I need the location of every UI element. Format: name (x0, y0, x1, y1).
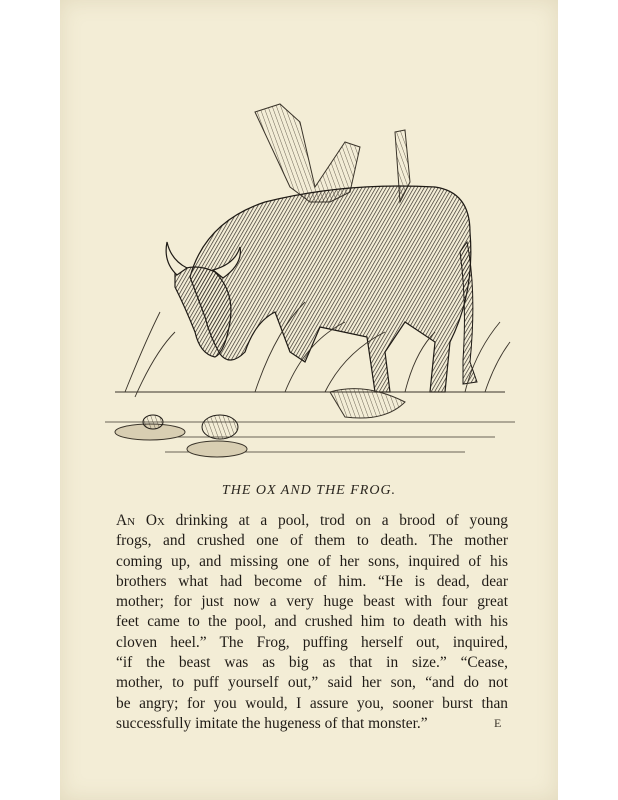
text-line: be angry; for you would, I assure you, sooner burst than (116, 694, 508, 712)
text-line: brothers what had become of him. “He is dead, dear (116, 572, 508, 590)
text-line: successfully imitate the hugeness of that monster.” (116, 714, 428, 732)
text-line: feet came to the pool, and crushed him to death with his (116, 613, 508, 631)
text-line: An Ox drinking at a pool, trod on a brood of young (116, 512, 509, 529)
text-line: cloven heel.” The Frog, puffing herself out, inquired, (116, 633, 508, 651)
signature-mark: E (494, 716, 502, 730)
illustration-caption: THE OX AND THE FROG. (221, 483, 397, 498)
text-line: mother; for just now a very huge beast with four great (116, 593, 508, 611)
ox-and-frog-engraving (105, 92, 515, 472)
text-line: “if the beast was as big as that in size.” “Cease, (116, 654, 508, 672)
book-page (60, 0, 558, 800)
text-line: mother, to puff yourself out,” said her son, “and do not (116, 674, 508, 692)
text-line: frogs, and crushed one of them to death. The mother (116, 532, 508, 550)
lead-word: An Ox (116, 512, 165, 529)
fable-text (116, 511, 508, 734)
text-line: coming up, and missing one of her sons, inquired of his (116, 552, 508, 570)
